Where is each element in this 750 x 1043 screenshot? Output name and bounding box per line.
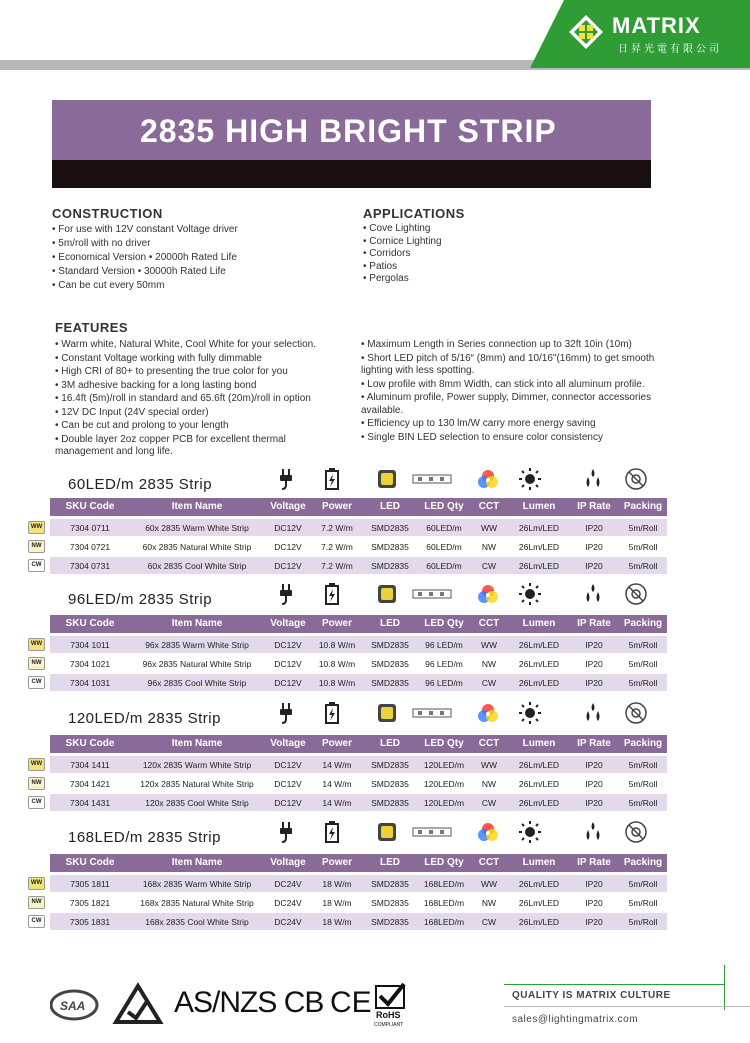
header-cell: IP Rate [577, 738, 611, 749]
table-cell: WW [480, 760, 498, 770]
table-cell: SMD2835 [371, 659, 409, 669]
table-row [31, 538, 667, 555]
applications-heading: APPLICATIONS [363, 206, 465, 221]
table-cell: DC24V [274, 879, 302, 889]
roll-icon [624, 467, 648, 491]
header-cell: LED Qty [424, 618, 464, 629]
table-cell: 96 LED/m [425, 678, 463, 688]
table-cell: 168x 2835 Cool White Strip [145, 917, 249, 927]
feature-item: • Short LED pitch of 5/16“ (8mm) and 10/16"(16mm) to get smooth lighting with less spotting. [361, 352, 655, 376]
strip-icon [412, 701, 452, 725]
header-cell: CCT [478, 857, 500, 868]
feature-item: • Constant Voltage working with fully dimmable [55, 352, 262, 364]
feature-item: • Low profile with 8mm Width, can stick into all aluminum profile. [361, 378, 645, 390]
table-cell: NW [481, 542, 497, 552]
feature-item: • Maximum Length in Series connection up to 32ft 10in (10m) [361, 339, 632, 350]
header-cell: Item Name [171, 618, 223, 629]
table-cell: IP20 [585, 879, 603, 889]
header-cell: Power [321, 738, 352, 749]
header-cell: SKU Code [65, 618, 115, 629]
header-cell: Packing [623, 501, 663, 512]
table-row [30, 519, 667, 536]
drops-icon [581, 582, 605, 606]
table-cell: 14 W/m [322, 760, 352, 770]
table-cell: SMD2835 [371, 561, 409, 571]
table-row [30, 875, 667, 892]
table-cell: CW [481, 917, 497, 927]
table-cell: 5m/Roll [628, 523, 658, 533]
table-cell: SMD2835 [371, 879, 409, 889]
construction-item: • For use with 12V constant Voltage driver [52, 224, 238, 235]
table-cell: IP20 [585, 678, 603, 688]
table-cell: SMD2835 [371, 760, 409, 770]
drops-icon [581, 820, 605, 844]
table-cell: SMD2835 [371, 779, 409, 789]
table-cell: 120LED/m [423, 779, 465, 789]
table-cell: SMD2835 [371, 678, 409, 688]
footer-gray-line [504, 1006, 750, 1007]
rgb-icon [476, 701, 500, 725]
matrix-logo-icon [568, 14, 604, 50]
table-cell: CW [481, 798, 497, 808]
table-cell: DC12V [274, 659, 302, 669]
table-cell: 7304 0731 [69, 561, 111, 571]
table-cell: 26Lm/LED [518, 640, 560, 650]
header-cell: SKU Code [65, 857, 115, 868]
header-cell: LED Qty [424, 738, 464, 749]
table-cell: DC12V [274, 779, 302, 789]
cct-badge: CW [28, 796, 45, 809]
table-cell: 120x 2835 Natural White Strip [140, 779, 254, 789]
battery-icon [320, 701, 344, 725]
led-chip-icon [375, 467, 399, 491]
strip-icon [412, 467, 452, 491]
title-banner-dark [52, 160, 651, 188]
table-cell: 96x 2835 Natural White Strip [142, 659, 252, 669]
table-cell: 7304 0711 [70, 523, 110, 533]
table-cell: 5m/Roll [628, 640, 658, 650]
application-item: • Cornice Lighting [363, 235, 442, 247]
table-cell: 60x 2835 Natural White Strip [142, 542, 252, 552]
header-cell: CCT [478, 618, 500, 629]
table-cell: DC12V [274, 798, 302, 808]
feature-item: • Can be cut and prolong to your length [55, 420, 229, 431]
led-chip-icon [375, 582, 399, 606]
contact-email[interactable]: sales@lightingmatrix.com [512, 1014, 639, 1025]
sun-icon [518, 820, 542, 844]
table-cell: 7305 1821 [69, 898, 111, 908]
cct-badge: WW [28, 877, 45, 890]
header-cell: Packing [623, 857, 663, 868]
application-item: • Cove Lighting [363, 223, 431, 234]
table-row [31, 674, 667, 691]
header-cell: LED [380, 618, 400, 629]
header-cell: LED [380, 738, 400, 749]
rgb-icon [476, 820, 500, 844]
table-cell: 18 W/m [322, 879, 352, 889]
table-cell: 7305 1811 [70, 879, 110, 889]
brand-name: MATRIX [612, 13, 701, 38]
table-cell: IP20 [585, 798, 603, 808]
table-header [50, 615, 667, 633]
saa-logo-text: SAA [60, 999, 86, 1013]
sun-icon [518, 701, 542, 725]
table-cell: 60x 2835 Warm White Strip [145, 523, 249, 533]
table-cell: 14 W/m [322, 798, 352, 808]
application-item: • Corridors [363, 248, 411, 259]
header-cell: Item Name [171, 738, 223, 749]
table-cell: 26Lm/LED [518, 659, 560, 669]
table-cell: 7304 0721 [69, 542, 111, 552]
table-cell: SMD2835 [371, 917, 409, 927]
table-row [31, 913, 667, 930]
table-cell: 96 LED/m [425, 659, 463, 669]
table-row [30, 636, 667, 653]
header-cell: CCT [478, 501, 500, 512]
roll-icon [624, 820, 648, 844]
table-header [50, 498, 667, 516]
battery-icon [320, 820, 344, 844]
header-cell: Lumen [522, 738, 556, 749]
header-cell: CCT [478, 738, 500, 749]
table-cell: IP20 [585, 640, 603, 650]
table-cell: CW [481, 678, 497, 688]
table-cell: IP20 [585, 779, 603, 789]
table-cell: 7304 1021 [69, 659, 111, 669]
table-row [31, 775, 667, 792]
header-cell: Voltage [270, 857, 306, 868]
table-cell: 5m/Roll [628, 879, 658, 889]
table-cell: 5m/Roll [628, 678, 658, 688]
table-header [50, 735, 667, 753]
table-cell: 26Lm/LED [518, 798, 560, 808]
brand-subtitle: 日昇光電有限公司 [618, 44, 722, 55]
rohs-icon [374, 984, 404, 1028]
header-cell: Power [321, 618, 352, 629]
table-cell: 26Lm/LED [518, 542, 560, 552]
table-cell: SMD2835 [371, 523, 409, 533]
table-cell: WW [480, 640, 498, 650]
table-cell: 7.2 W/m [321, 561, 353, 571]
table-cell: 60x 2835 Cool White Strip [147, 561, 247, 571]
table-cell: 120x 2835 Cool White Strip [145, 798, 249, 808]
table-cell: DC12V [274, 561, 302, 571]
header-cell: Voltage [270, 738, 306, 749]
page-title: 2835 HIGH BRIGHT STRIP [140, 113, 557, 149]
table-cell: 10.8 W/m [318, 640, 356, 650]
table-cell: DC12V [274, 542, 302, 552]
table-cell: IP20 [585, 659, 603, 669]
table-cell: 5m/Roll [628, 917, 658, 927]
table-row [30, 756, 667, 773]
construction-item: • Standard Version • 30000h Rated Life [52, 266, 226, 277]
table-cell: IP20 [585, 542, 603, 552]
table-cell: 5m/Roll [628, 779, 658, 789]
rgb-icon [476, 582, 500, 606]
header-cell: Item Name [171, 857, 223, 868]
table-cell: 7304 1411 [70, 760, 110, 770]
table-row [31, 794, 667, 811]
header-cell: Power [321, 501, 352, 512]
header-cell: Lumen [522, 618, 556, 629]
feature-item: • Double layer 2oz copper PCB for excellent thermal management and long life. [55, 433, 286, 457]
table-title: 168LED/m 2835 Strip [68, 829, 221, 846]
table-cell: WW [480, 523, 498, 533]
plug-icon [274, 701, 298, 725]
table-cell: 5m/Roll [628, 760, 658, 770]
table-cell: 26Lm/LED [518, 523, 560, 533]
applications-list [363, 223, 563, 286]
table-cell: 5m/Roll [628, 542, 658, 552]
spec-icons [50, 701, 667, 729]
table-cell: DC12V [274, 678, 302, 688]
table-cell: 120LED/m [423, 760, 465, 770]
rcm-tick-icon [116, 986, 160, 1022]
asnzs-cb-mark: AS/NZS CB [174, 986, 324, 1019]
table-cell: 120x 2835 Warm White Strip [142, 760, 252, 770]
cct-badge: CW [28, 676, 45, 689]
table-cell: NW [481, 659, 497, 669]
table-cell: 120LED/m [423, 798, 465, 808]
table-cell: 7304 1421 [69, 779, 111, 789]
battery-icon [320, 467, 344, 491]
table-cell: 96x 2835 Cool White Strip [147, 678, 247, 688]
table-cell: 96x 2835 Warm White Strip [145, 640, 249, 650]
ce-mark: CE [330, 986, 372, 1019]
header-cell: LED [380, 501, 400, 512]
table-cell: DC12V [274, 523, 302, 533]
header-cell: LED [380, 857, 400, 868]
table-cell: 5m/Roll [628, 659, 658, 669]
plug-icon [274, 582, 298, 606]
table-cell: 168LED/m [423, 917, 465, 927]
table-cell: 168LED/m [423, 898, 465, 908]
table-cell: 26Lm/LED [518, 760, 560, 770]
footer-green-vline [724, 965, 725, 1010]
cct-badge: CW [28, 915, 45, 928]
feature-item: • Efficiency up to 130 lm/W carry more energy saving [361, 418, 596, 429]
feature-item: • Aluminum profile, Power supply, Dimmer, connector accessories available. [361, 392, 652, 416]
feature-item: • Warm white, Natural White, Cool White for your selection. [55, 339, 316, 350]
cct-badge: CW [28, 559, 45, 572]
table-cell: 18 W/m [322, 898, 352, 908]
table-cell: 5m/Roll [628, 561, 658, 571]
cct-badge: WW [28, 758, 45, 771]
table-cell: 26Lm/LED [518, 917, 560, 927]
sun-icon [518, 582, 542, 606]
quality-slogan: QUALITY IS MATRIX CULTURE [512, 990, 671, 1001]
header-cell: Packing [623, 618, 663, 629]
table-header [50, 854, 667, 872]
drops-icon [581, 701, 605, 725]
header-cell: Packing [623, 738, 663, 749]
spec-icons [50, 467, 667, 495]
rohs-text: RoHS [376, 1010, 401, 1020]
table-cell: 60LED/m [426, 561, 462, 571]
table-cell: 7304 1431 [69, 798, 111, 808]
table-cell: 5m/Roll [628, 798, 658, 808]
table-cell: 60LED/m [426, 523, 462, 533]
table-cell: NW [481, 779, 497, 789]
table-cell: 14 W/m [322, 779, 352, 789]
table-cell: 26Lm/LED [518, 678, 560, 688]
header-cell: LED Qty [424, 857, 464, 868]
table-cell: IP20 [585, 523, 603, 533]
table-cell: 7305 1831 [69, 917, 111, 927]
header-cell: Voltage [270, 501, 306, 512]
construction-list [52, 223, 342, 293]
table-cell: 5m/Roll [628, 898, 658, 908]
table-title: 120LED/m 2835 Strip [68, 710, 221, 727]
table-row [31, 557, 667, 574]
table-cell: IP20 [585, 898, 603, 908]
table-cell: 7.2 W/m [321, 542, 353, 552]
table-row [31, 655, 667, 672]
header-cell: Voltage [270, 618, 306, 629]
table-cell: 26Lm/LED [518, 779, 560, 789]
table-cell: 60LED/m [426, 542, 462, 552]
table-cell: CW [481, 561, 497, 571]
rgb-icon [476, 467, 500, 491]
table-cell: 26Lm/LED [518, 879, 560, 889]
strip-icon [412, 820, 452, 844]
header-cell: LED Qty [424, 501, 464, 512]
table-title: 60LED/m 2835 Strip [68, 476, 213, 493]
table-cell: SMD2835 [371, 798, 409, 808]
application-item: • Pergolas [363, 273, 409, 284]
table-cell: DC24V [274, 898, 302, 908]
table-row [31, 894, 667, 911]
plug-icon [274, 467, 298, 491]
construction-item: • Economical Version • 20000h Rated Life [52, 252, 237, 263]
table-cell: 7.2 W/m [321, 523, 353, 533]
header-cell: Item Name [171, 501, 223, 512]
table-cell: 10.8 W/m [318, 659, 356, 669]
features-heading: FEATURES [55, 320, 129, 335]
application-item: • Patios [363, 260, 398, 272]
construction-item: • Can be cut every 50mm [52, 280, 165, 291]
table-cell: 168x 2835 Natural White Strip [140, 898, 254, 908]
feature-item: • High CRI of 80+ to presenting the true color for you [55, 366, 288, 377]
battery-icon [320, 582, 344, 606]
header-cell: IP Rate [577, 618, 611, 629]
table-cell: 26Lm/LED [518, 561, 560, 571]
table-cell: 96 LED/m [425, 640, 463, 650]
cct-badge: NW [28, 896, 45, 909]
table-cell: SMD2835 [371, 640, 409, 650]
feature-item: • Single BIN LED selection to ensure color consistency [361, 431, 603, 443]
cct-badge: WW [28, 638, 45, 651]
roll-icon [624, 582, 648, 606]
table-cell: 7304 1011 [70, 640, 110, 650]
header-cell: Lumen [522, 857, 556, 868]
feature-item: • 12V DC Input (24V special order) [55, 406, 209, 418]
header-cell: Lumen [522, 501, 556, 512]
drops-icon [581, 467, 605, 491]
rohs-sub-text: COMPLIANT [374, 1022, 404, 1028]
feature-item: • 3M adhesive backing for a long lasting bond [55, 379, 257, 391]
cct-badge: WW [28, 521, 45, 534]
roll-icon [624, 701, 648, 725]
header-cell: IP Rate [577, 501, 611, 512]
header-cell: SKU Code [65, 501, 115, 512]
footer-green-line [504, 984, 724, 985]
plug-icon [274, 820, 298, 844]
table-cell: IP20 [585, 561, 603, 571]
cct-badge: NW [28, 540, 45, 553]
table-cell: 168x 2835 Warm White Strip [142, 879, 252, 889]
sun-icon [518, 467, 542, 491]
table-cell: 7304 1031 [69, 678, 111, 688]
cct-badge: NW [28, 777, 45, 790]
table-cell: 168LED/m [423, 879, 465, 889]
cct-badge: NW [28, 657, 45, 670]
construction-item: • 5m/roll with no driver [52, 238, 151, 249]
features-left-list [55, 339, 345, 460]
led-chip-icon [375, 820, 399, 844]
strip-icon [412, 582, 452, 606]
table-cell: WW [480, 879, 498, 889]
table-cell: 18 W/m [322, 917, 352, 927]
header-cell: SKU Code [65, 738, 115, 749]
table-cell: NW [481, 898, 497, 908]
table-cell: IP20 [585, 760, 603, 770]
table-cell: DC12V [274, 640, 302, 650]
spec-icons [50, 582, 667, 610]
header-cell: IP Rate [577, 857, 611, 868]
table-cell: SMD2835 [371, 898, 409, 908]
feature-item: • 16.4ft (5m)/roll in standard and 65.6ft (20m)/roll in option [55, 393, 311, 404]
table-cell: 26Lm/LED [518, 898, 560, 908]
table-cell: SMD2835 [371, 542, 409, 552]
table-title: 96LED/m 2835 Strip [68, 591, 213, 608]
led-chip-icon [375, 701, 399, 725]
spec-icons [50, 820, 667, 848]
header-cell: Power [321, 857, 352, 868]
table-cell: 10.8 W/m [318, 678, 356, 688]
construction-heading: CONSTRUCTION [52, 206, 163, 221]
table-cell: DC12V [274, 760, 302, 770]
table-cell: DC24V [274, 917, 302, 927]
features-right-list [361, 339, 681, 445]
table-cell: IP20 [585, 917, 603, 927]
